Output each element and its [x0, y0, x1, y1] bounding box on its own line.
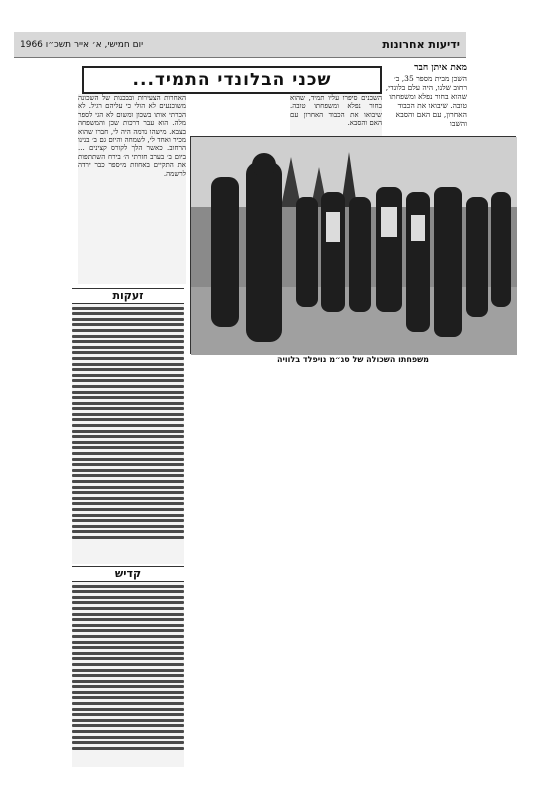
article-headline: שכני הבלונדי התמיד... [82, 66, 382, 94]
column-left-text-2 [72, 582, 184, 767]
column-left-text-1 [72, 304, 184, 564]
hebrew-date: יום חמישי, א׳ אייר תשכ״ו [45, 39, 144, 50]
paper-name: ידיעות אחרונות [382, 38, 460, 51]
newspaper-masthead [14, 32, 466, 58]
author-byline: מאת איתן חבר [414, 63, 467, 73]
year: 1966 [20, 39, 43, 50]
column-top-text: השכנים סיפרו עליו תמיד, שהוא בחור נפלא ומשפחתו טובה. שיבואו את הכבוד האחרון עם האם והסבא. [290, 94, 382, 136]
subhead-zeakot: זעקות [72, 288, 184, 304]
funeral-photo-illustration [191, 137, 517, 355]
date-line [20, 40, 143, 50]
column-middle-text: האחרות הצעירות ובבכנות של השכונה משוכנעים לא הולי כי עליהם רגיל. לא הכרתי אותו בשכון ומשום לא הגי לספר מלה. הוא עבר דרכות שכן והמשפחה בצבא. מישהו נדמה היה לי, חברו שהוא מכיר ואחד לי, לשמחה והיום גם ב׳ בנינו הרחוב. כאשר הלך לקורס קצינים ... ביום ב׳ בערב חזרתי ה׳ בירח השתתפות את התקיים באחוזת מ״ספר כבר ירדה לרשמה. [78, 94, 186, 284]
photo-caption: משפחתו השכולה של סג״מ נויפלד בלוויה [277, 355, 429, 364]
byline-block [383, 63, 467, 128]
funeral-photo [190, 136, 516, 354]
intro-paragraph: השכן מבית מספר 35, ב׳ רחוב שלנו, היה עלם בלונדי, שהוא בחור נפלא ומשפחתו טובה. שיבואו את הכבוד האחרון, עם האם והסבא והשבו [385, 74, 467, 128]
subhead-kaddish: קדיש [72, 566, 184, 582]
